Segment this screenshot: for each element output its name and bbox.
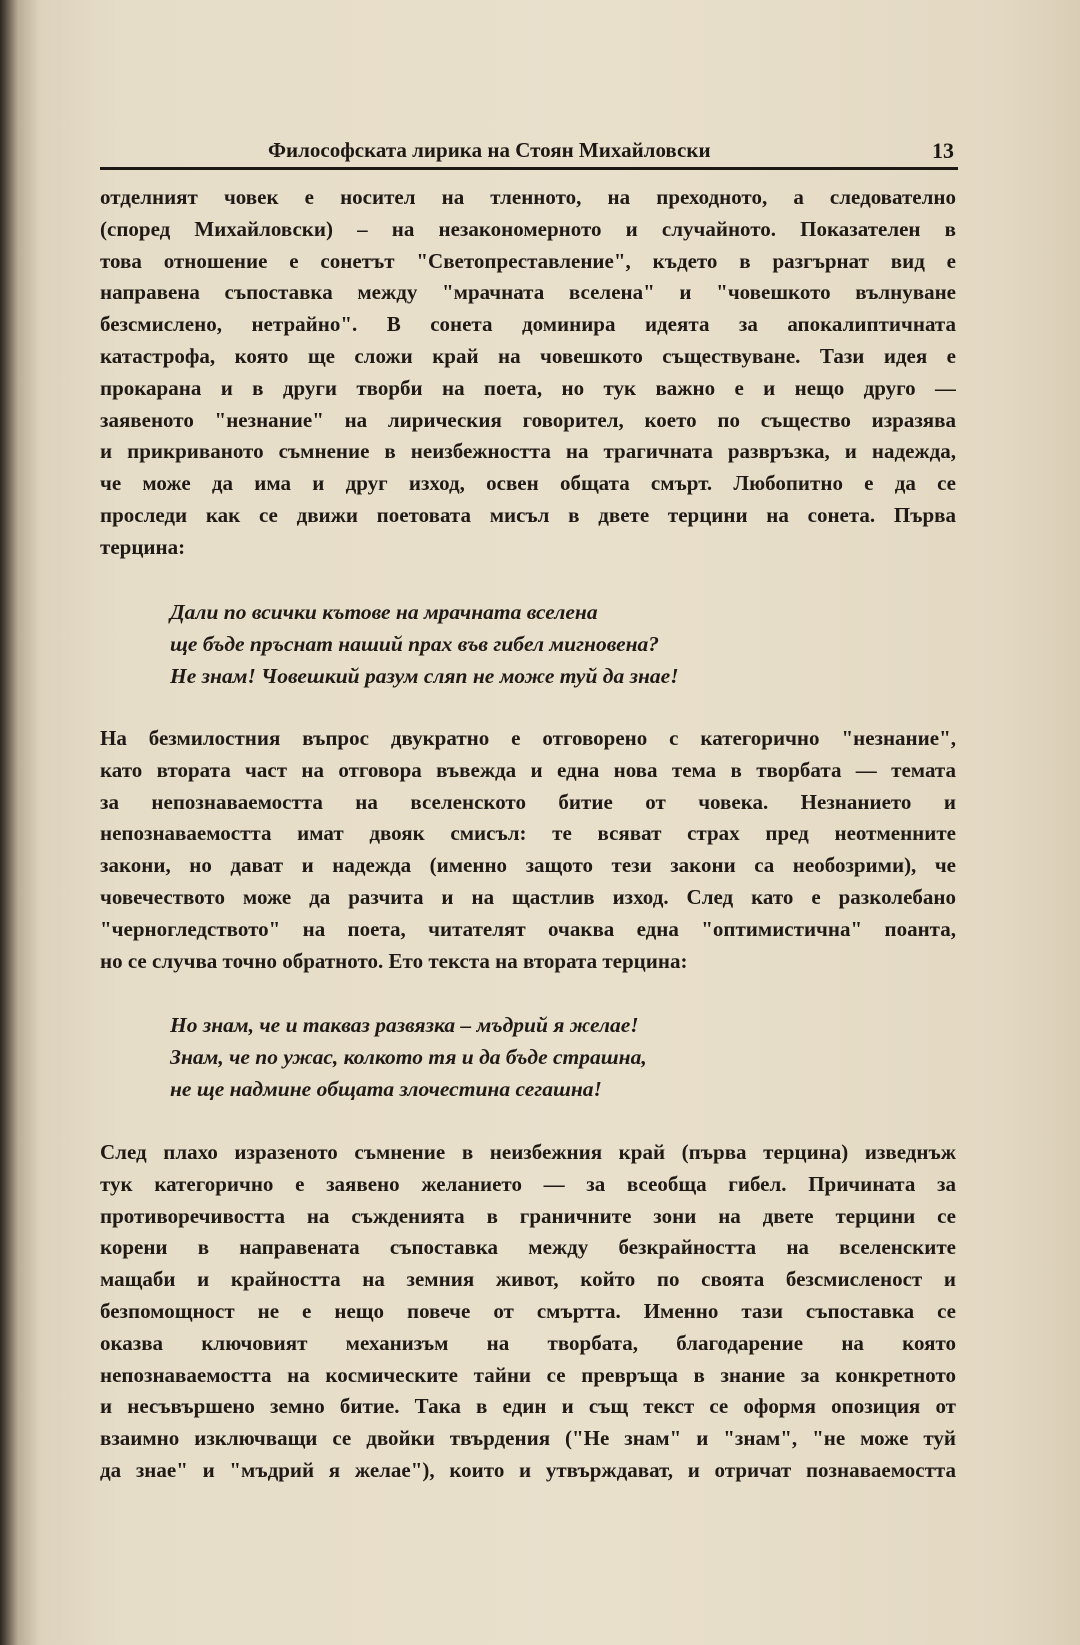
text-line: корени в направената съпоставка между безкрайността на вселенските xyxy=(100,1235,956,1260)
text-line: но се случва точно обратното. Ето текста на втората терцина: xyxy=(100,948,688,973)
text-line: и несъвършено земно битие. Така в един и същ текст се оформя опозиция от xyxy=(100,1394,956,1419)
text-line: заявеното "незнание" на лирическия говорител, което по същество изразява xyxy=(100,407,956,432)
running-header xyxy=(100,134,958,168)
text-line: за непознаваемостта на вселенското битие от човека. Незнанието и xyxy=(100,789,956,814)
text-line: отделният човек е носител на тленното, на преходното, а следователно xyxy=(100,185,956,209)
running-title: Философската лирика на Стоян Михайловски xyxy=(268,138,711,162)
text-line: взаимно изключващи се двойки твърдения ("Не знам" и "знам", "не може туй xyxy=(100,1426,956,1451)
verse-line: Не знам! Човешкий разум сляп не може туй да знае! xyxy=(170,663,679,688)
paragraph-3 xyxy=(100,1137,956,1487)
text-line: непознаваемостта на космическите тайни се превръща в знание за конкретното xyxy=(100,1362,956,1387)
verse-quote-1 xyxy=(170,597,870,692)
text-line: закони, но дават и надежда (именно защото тези закони са необозрими), че xyxy=(100,853,956,878)
verse-line: Дали по всички кътове на мрачната вселена xyxy=(170,600,598,624)
header-rule xyxy=(100,167,958,170)
text-line: безпомощност не е нещо повече от смъртта. Именно тази съпоставка се xyxy=(100,1298,956,1323)
text-line: направена съпоставка между "мрачната вселена" и "човешкото вълнуване xyxy=(100,280,956,305)
text-line: (според Михайловски) – на незакономерното и случайното. Показателен в xyxy=(100,216,956,241)
text-line: безсмислено, нетрайно". В сонета доминира идеята за апокалиптичната xyxy=(100,312,956,337)
text-line: мащаби и крайността на земния живот, който по своята безсмисленост и xyxy=(100,1267,956,1292)
text-line: "черногледството" на поета, читателят очаква една "оптимистична" поанта, xyxy=(100,916,956,941)
text-line: човечеството може да разчита и на щастлив изход. След като е разколебано xyxy=(100,884,956,909)
text-line: катастрофа, която ще сложи край на човешкото съществуване. Тази идея е xyxy=(100,343,956,368)
verse-line: не ще надмине общата злочестина сегашна! xyxy=(170,1076,602,1101)
verse-line: Знам, че по ужас, колкото тя и да бъде страшна, xyxy=(170,1044,647,1069)
text-line: това отношение е сонетът "Светопреставление", където в разгърнат вид е xyxy=(100,248,956,273)
text-line: След плахо изразеното съмнение в неизбежния край (първа терцина) изведнъж xyxy=(100,1140,956,1164)
verse-line: ще бъде пръснат наший прах във гибел мигновена? xyxy=(170,631,660,656)
text-line: непознаваемостта имат двояк смисъл: те всяват страх пред неотменните xyxy=(100,821,956,846)
text-line: че може да има и друг изход, освен общата смърт. Любопитно е да се xyxy=(100,471,956,496)
text-line: и прикриваното съмнение в неизбежността на трагичната развръзка, и надежда, xyxy=(100,439,956,464)
paragraph-1 xyxy=(100,182,956,564)
text-line: оказва ключовият механизъм на творбата, благодарение на която xyxy=(100,1330,956,1355)
text-line: прокарана и в други творби на поета, но тук важно е и нещо друго — xyxy=(100,375,956,400)
page-number: 13 xyxy=(932,138,954,163)
text-line: тук категорично е заявено желанието — за всеобща гибел. Причината за xyxy=(100,1171,956,1196)
text-line: като втората част на отговора въвежда и една нова тема в творбата — темата xyxy=(100,757,956,782)
text-line: На безмилостния въпрос двукратно е отговорено с категорично "незнание", xyxy=(100,726,956,750)
text-line: терцина: xyxy=(100,534,186,559)
text-line: да знае" и "мъдрий я желае"), които и утвърждават, и отричат познаваемостта xyxy=(100,1457,956,1482)
text-line: противоречивостта на съжденията в граничните зони на двете терцини се xyxy=(100,1203,956,1228)
text-line: проследи как се движи поетовата мисъл в двете терцини на сонета. Първа xyxy=(100,502,956,527)
verse-quote-2 xyxy=(170,1010,870,1105)
verse-line: Но знам, че и такваз развязка – мъдрий я желае! xyxy=(170,1013,639,1037)
paragraph-2 xyxy=(100,723,956,977)
